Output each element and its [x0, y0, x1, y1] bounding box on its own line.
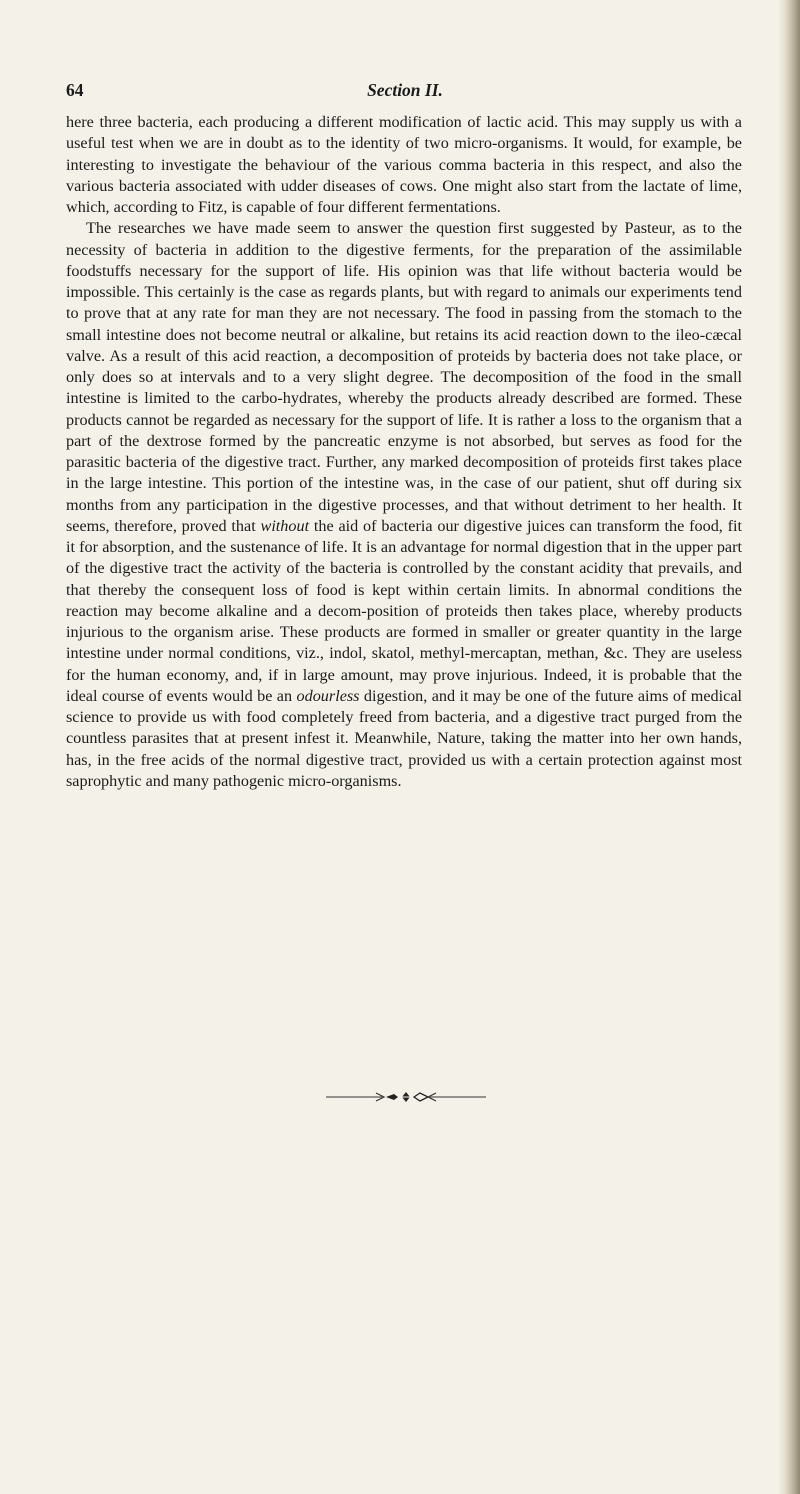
paragraph-2-part-b: the aid of bacteria our digestive juices can transform the food, fit it for absorption, and the sustenance of life. It is an advantage for normal digestion that in the upper part of the digestive tract the activity of the bacteria is controlled by the constant acidity that prevails, and that thereby the consequent loss of food is kept within certain limits. In abnormal conditions the reaction may become alkaline and a decom-position of proteids then takes place, whereby products injurious to the organism arise. These products are formed in smaller or greater quantity in the large intestine under normal conditions, viz., indol, skatol, methyl-mercaptan, methan, &c. They are useless for the human economy, and, if in large amount, may prove injurious. Indeed, it is probable that the ideal course of events would be an: [66, 516, 743, 705]
emphasis-odourless: odourless: [296, 686, 360, 705]
page-number: 64: [66, 80, 84, 100]
running-header: [66, 80, 744, 108]
page-spine-shadow: [778, 0, 800, 1494]
end-ornament-icon: [326, 1090, 486, 1104]
section-title: Section II.: [367, 80, 443, 100]
paragraph-2: [66, 218, 742, 792]
body-text: [66, 112, 742, 792]
paragraph-1: here three bacteria, each producing a different modification of lactic acid. This may supply us with a useful test when we are in doubt as to the identity of two micro-organisms. It would, for example, be interesting to investigate the behaviour of the various comma bacteria in this respect, and also the various bacteria associated with udder diseases of cows. One might also start from the lactate of lime, which, according to Fitz, is capable of four different fermentations.: [66, 113, 742, 216]
paragraph-2-part-c: digestion, and it may be one of the future aims of medical science to provide us with food completely freed from bacteria, and a digestive tract purged from the countless parasites that at present infest it. Meanwhile, Nature, taking the matter into her own hands, has, in the free acids of the normal digestive tract, provided us with a certain protection against most saprophytic and many pathogenic micro-organisms.: [66, 686, 742, 790]
emphasis-without: without: [260, 516, 310, 535]
paragraph-2-part-a: The researches we have made seem to answer the question first suggested by Pasteur, as to the necessity of bacteria in addition to the digestive ferments, for the preparation of the assimilable foodstuffs necessary for the support of life. His opinion was that life without bacteria would be impossible. This certainly is the case as regards plants, but with regard to animals our experiments tend to prove that at any rate for man they are not necessary. The food in passing from the stomach to the small intestine does not become neutral or alkaline, but retains its acid reaction down to the ileo-cæcal valve. As a result of this acid reaction, a decomposition of proteids by bacteria does not take place, or only does so at intervals and to a very slight degree. The decomposition of the food in the small intestine is limited to the carbo-hydrates, whereby the products already described are formed. These products cannot be regarded as necessary for the support of life. It is rather a loss to the organism that a part of the dextrose formed by the pancreatic enzyme is not absorbed, but serves as food for the parasitic bacteria of the digestive tract. Further, any marked decomposition of proteids first takes place in the large intestine. This portion of the intestine was, in the case of our patient, shut off during six months from any participation in the digestive processes, and that without detriment to her health. It seems, therefore, proved that: [66, 219, 742, 535]
